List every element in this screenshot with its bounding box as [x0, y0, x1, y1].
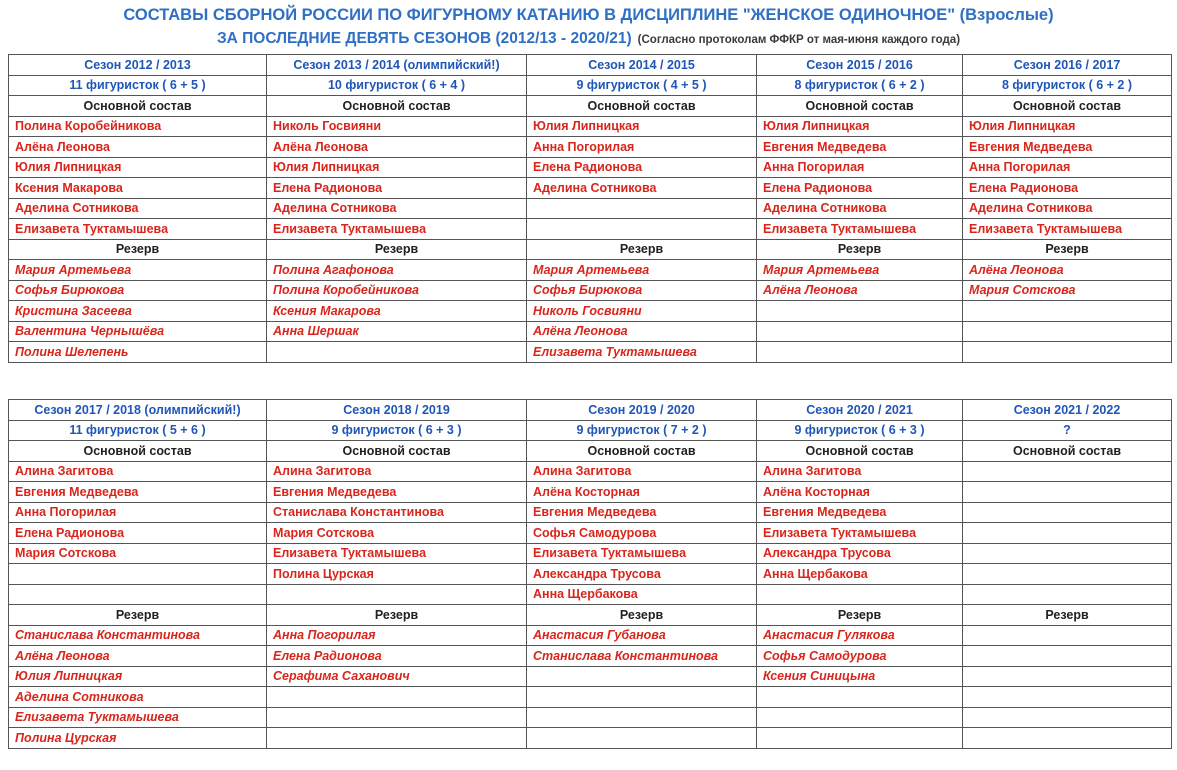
main-skater-name: Юлия Липницкая: [9, 157, 267, 178]
reserve-skater-name: Мария Артемьева: [757, 260, 963, 281]
reserve-skater-name: Алёна Леонова: [9, 646, 267, 667]
season-title: Сезон 2013 / 2014 (олимпийский!): [267, 55, 527, 76]
main-skater-name: [527, 219, 757, 240]
main-skater-name: [267, 584, 527, 605]
main-skater-name: Аделина Сотникова: [9, 198, 267, 219]
main-skater-name: Елизавета Туктамышева: [757, 219, 963, 240]
main-skater-name: Анна Погорилая: [757, 157, 963, 178]
main-skater-name: [963, 482, 1172, 503]
reserve-skater-name: [267, 687, 527, 708]
main-skater-name: Елизавета Туктамышева: [267, 219, 527, 240]
reserve-skater-name: [757, 728, 963, 749]
main-skater-name: Елена Радионова: [267, 178, 527, 199]
reserve-skater-name: [963, 342, 1172, 363]
reserve-label: Резерв: [267, 605, 527, 626]
main-skater-name: [757, 584, 963, 605]
main-skater-name: Елизавета Туктамышева: [9, 219, 267, 240]
reserve-skater-name: Серафима Саханович: [267, 666, 527, 687]
skater-count: 9 фигуристок ( 7 + 2 ): [527, 420, 757, 441]
main-team-label: Основной состав: [527, 441, 757, 462]
main-skater-name: Юлия Липницкая: [757, 116, 963, 137]
reserve-row: [9, 646, 1172, 667]
season-header-row: [9, 400, 1172, 421]
main-skater-name: Анна Погорилая: [9, 502, 267, 523]
skater-count-row: [9, 75, 1172, 96]
reserve-skater-name: [963, 666, 1172, 687]
reserve-skater-name: Юлия Липницкая: [9, 666, 267, 687]
skater-count: 9 фигуристок ( 6 + 3 ): [267, 420, 527, 441]
reserve-skater-name: Мария Артемьева: [527, 260, 757, 281]
main-team-label: Основной состав: [963, 96, 1172, 117]
skater-count: 11 фигуристок ( 5 + 6 ): [9, 420, 267, 441]
main-skater-name: Елена Радионова: [757, 178, 963, 199]
skater-count: 10 фигуристок ( 6 + 4 ): [267, 75, 527, 96]
main-skater-name: [9, 564, 267, 585]
reserve-skater-name: [757, 707, 963, 728]
reserve-skater-name: [527, 666, 757, 687]
reserve-skater-name: Полина Шелепень: [9, 342, 267, 363]
main-team-label-row: [9, 441, 1172, 462]
main-skater-name: [963, 502, 1172, 523]
season-title: Сезон 2019 / 2020: [527, 400, 757, 421]
main-skater-name: Аделина Сотникова: [757, 198, 963, 219]
reserve-label: Резерв: [963, 239, 1172, 260]
main-skater-name: Алина Загитова: [757, 461, 963, 482]
reserve-skater-name: Елизавета Туктамышева: [527, 342, 757, 363]
main-skater-name: Евгения Медведева: [527, 502, 757, 523]
main-skater-name: Аделина Сотникова: [527, 178, 757, 199]
main-skater-name: Евгения Медведева: [963, 137, 1172, 158]
main-team-label: Основной состав: [9, 96, 267, 117]
main-skater-name: Елена Радионова: [527, 157, 757, 178]
reserve-row: [9, 707, 1172, 728]
reserve-skater-name: [963, 321, 1172, 342]
season-title: Сезон 2015 / 2016: [757, 55, 963, 76]
main-skater-name: Елизавета Туктамышева: [527, 543, 757, 564]
subtitle-text: ЗА ПОСЛЕДНИЕ ДЕВЯТЬ СЕЗОНОВ (2012/13 - 2020/21): [216, 30, 632, 47]
reserve-skater-name: Софья Самодурова: [757, 646, 963, 667]
skater-count: 9 фигуристок ( 6 + 3 ): [757, 420, 963, 441]
main-skater-name: Ксения Макарова: [9, 178, 267, 199]
main-skater-name: Анна Погорилая: [527, 137, 757, 158]
reserve-row: [9, 280, 1172, 301]
reserve-skater-name: [267, 728, 527, 749]
season-title: Сезон 2014 / 2015: [527, 55, 757, 76]
main-skater-name: Аделина Сотникова: [267, 198, 527, 219]
main-team-row: [9, 219, 1172, 240]
season-title: Сезон 2012 / 2013: [9, 55, 267, 76]
main-skater-name: [9, 584, 267, 605]
main-skater-name: Анна Щербакова: [757, 564, 963, 585]
main-team-row: [9, 543, 1172, 564]
reserve-label-row: [9, 239, 1172, 260]
main-team-row: [9, 178, 1172, 199]
reserve-skater-name: Аделина Сотникова: [9, 687, 267, 708]
main-team-row: [9, 584, 1172, 605]
reserve-label: Резерв: [527, 605, 757, 626]
reserve-row: [9, 260, 1172, 281]
reserve-skater-name: Ксения Макарова: [267, 301, 527, 322]
reserve-skater-name: Мария Сотскова: [963, 280, 1172, 301]
reserve-skater-name: Полина Агафонова: [267, 260, 527, 281]
reserve-skater-name: [963, 646, 1172, 667]
seasons-block-2: [8, 399, 1172, 749]
main-skater-name: Алина Загитова: [267, 461, 527, 482]
main-team-row: [9, 523, 1172, 544]
reserve-skater-name: Валентина Чернышёва: [9, 321, 267, 342]
main-skater-name: Алина Загитова: [527, 461, 757, 482]
reserve-skater-name: Полина Цурская: [9, 728, 267, 749]
main-skater-name: Елена Радионова: [963, 178, 1172, 199]
skater-count: ?: [963, 420, 1172, 441]
main-skater-name: Евгения Медведева: [757, 137, 963, 158]
skater-count: 8 фигуристок ( 6 + 2 ): [757, 75, 963, 96]
main-skater-name: [963, 543, 1172, 564]
reserve-label: Резерв: [9, 239, 267, 260]
reserve-skater-name: Алёна Леонова: [527, 321, 757, 342]
main-skater-name: Евгения Медведева: [757, 502, 963, 523]
skater-count-row: [9, 420, 1172, 441]
main-team-row: [9, 198, 1172, 219]
main-skater-name: Мария Сотскова: [267, 523, 527, 544]
main-skater-name: Алёна Леонова: [9, 137, 267, 158]
main-team-label: Основной состав: [527, 96, 757, 117]
main-skater-name: Анна Погорилая: [963, 157, 1172, 178]
main-skater-name: Юлия Липницкая: [963, 116, 1172, 137]
main-team-label: Основной состав: [267, 96, 527, 117]
reserve-label: Резерв: [963, 605, 1172, 626]
reserve-skater-name: Николь Госвияни: [527, 301, 757, 322]
reserve-label: Резерв: [527, 239, 757, 260]
reserve-skater-name: Полина Коробейникова: [267, 280, 527, 301]
reserve-row: [9, 321, 1172, 342]
main-skater-name: Юлия Липницкая: [267, 157, 527, 178]
season-title: Сезон 2016 / 2017: [963, 55, 1172, 76]
reserve-skater-name: [757, 342, 963, 363]
reserve-skater-name: Станислава Константинова: [527, 646, 757, 667]
main-skater-name: [963, 461, 1172, 482]
reserve-skater-name: [963, 687, 1172, 708]
reserve-skater-name: Мария Артемьева: [9, 260, 267, 281]
reserve-row: [9, 728, 1172, 749]
table-title: СОСТАВЫ СБОРНОЙ РОССИИ ПО ФИГУРНОМУ КАТАНИЮ В ДИСЦИПЛИНЕ "ЖЕНСКОЕ ОДИНОЧНОЕ" (Взрослые): [123, 6, 1054, 24]
main-team-label: Основной состав: [963, 441, 1172, 462]
reserve-skater-name: [757, 301, 963, 322]
main-skater-name: Алёна Косторная: [757, 482, 963, 503]
main-skater-name: Станислава Константинова: [267, 502, 527, 523]
reserve-skater-name: Алёна Леонова: [757, 280, 963, 301]
main-team-row: [9, 564, 1172, 585]
main-team-row: [9, 137, 1172, 158]
reserve-skater-name: [963, 728, 1172, 749]
reserve-skater-name: [527, 728, 757, 749]
main-skater-name: Аделина Сотникова: [963, 198, 1172, 219]
main-team-label: Основной состав: [267, 441, 527, 462]
main-skater-name: Юлия Липницкая: [527, 116, 757, 137]
season-title: Сезон 2021 / 2022: [963, 400, 1172, 421]
reserve-row: [9, 666, 1172, 687]
main-skater-name: [963, 584, 1172, 605]
reserve-skater-name: [267, 342, 527, 363]
main-skater-name: Алина Загитова: [9, 461, 267, 482]
reserve-skater-name: Ксения Синицына: [757, 666, 963, 687]
main-skater-name: Мария Сотскова: [9, 543, 267, 564]
main-skater-name: Елизавета Туктамышева: [963, 219, 1172, 240]
main-skater-name: Анна Щербакова: [527, 584, 757, 605]
skater-count: 9 фигуристок ( 4 + 5 ): [527, 75, 757, 96]
reserve-row: [9, 301, 1172, 322]
reserve-label: Резерв: [9, 605, 267, 626]
main-skater-name: [963, 564, 1172, 585]
season-title: Сезон 2017 / 2018 (олимпийский!): [9, 400, 267, 421]
main-skater-name: Николь Госвияни: [267, 116, 527, 137]
table-subtitle: [0, 30, 1177, 48]
season-header-row: [9, 55, 1172, 76]
reserve-skater-name: Софья Бирюкова: [9, 280, 267, 301]
reserve-label: Резерв: [757, 239, 963, 260]
main-skater-name: Полина Цурская: [267, 564, 527, 585]
main-team-row: [9, 116, 1172, 137]
season-title: Сезон 2018 / 2019: [267, 400, 527, 421]
main-team-row: [9, 482, 1172, 503]
reserve-skater-name: Анна Шершак: [267, 321, 527, 342]
main-team-row: [9, 157, 1172, 178]
main-skater-name: Евгения Медведева: [9, 482, 267, 503]
main-skater-name: Александра Трусова: [757, 543, 963, 564]
main-skater-name: Полина Коробейникова: [9, 116, 267, 137]
main-team-label: Основной состав: [9, 441, 267, 462]
reserve-skater-name: Софья Бирюкова: [527, 280, 757, 301]
reserve-skater-name: Алёна Леонова: [963, 260, 1172, 281]
reserve-skater-name: [963, 301, 1172, 322]
main-skater-name: [527, 198, 757, 219]
main-skater-name: Елизавета Туктамышева: [757, 523, 963, 544]
reserve-skater-name: [963, 707, 1172, 728]
reserve-skater-name: [757, 687, 963, 708]
reserve-skater-name: [963, 625, 1172, 646]
reserve-skater-name: Анна Погорилая: [267, 625, 527, 646]
reserve-skater-name: Елена Радионова: [267, 646, 527, 667]
main-team-row: [9, 461, 1172, 482]
subtitle-note: (Согласно протоколам ФФКР от мая-июня каждого года): [637, 34, 961, 46]
season-title: Сезон 2020 / 2021: [757, 400, 963, 421]
reserve-skater-name: [527, 687, 757, 708]
reserve-row: [9, 687, 1172, 708]
main-skater-name: [963, 523, 1172, 544]
seasons-block-1: [8, 54, 1172, 363]
reserve-label-row: [9, 605, 1172, 626]
skater-count: 8 фигуристок ( 6 + 2 ): [963, 75, 1172, 96]
reserve-row: [9, 342, 1172, 363]
main-team-label-row: [9, 96, 1172, 117]
main-skater-name: Алёна Леонова: [267, 137, 527, 158]
skater-count: 11 фигуристок ( 6 + 5 ): [9, 75, 267, 96]
reserve-label: Резерв: [267, 239, 527, 260]
main-skater-name: Алёна Косторная: [527, 482, 757, 503]
main-skater-name: Елена Радионова: [9, 523, 267, 544]
main-skater-name: Евгения Медведева: [267, 482, 527, 503]
main-team-label: Основной состав: [757, 96, 963, 117]
main-skater-name: Александра Трусова: [527, 564, 757, 585]
main-team-row: [9, 502, 1172, 523]
reserve-skater-name: Анастасия Губанова: [527, 625, 757, 646]
reserve-skater-name: [267, 707, 527, 728]
reserve-label: Резерв: [757, 605, 963, 626]
reserve-skater-name: Станислава Константинова: [9, 625, 267, 646]
main-team-label: Основной состав: [757, 441, 963, 462]
reserve-skater-name: Анастасия Гулякова: [757, 625, 963, 646]
main-skater-name: Елизавета Туктамышева: [267, 543, 527, 564]
reserve-skater-name: Кристина Засеева: [9, 301, 267, 322]
reserve-skater-name: [527, 707, 757, 728]
reserve-skater-name: [757, 321, 963, 342]
main-skater-name: Софья Самодурова: [527, 523, 757, 544]
reserve-skater-name: Елизавета Туктамышева: [9, 707, 267, 728]
reserve-row: [9, 625, 1172, 646]
